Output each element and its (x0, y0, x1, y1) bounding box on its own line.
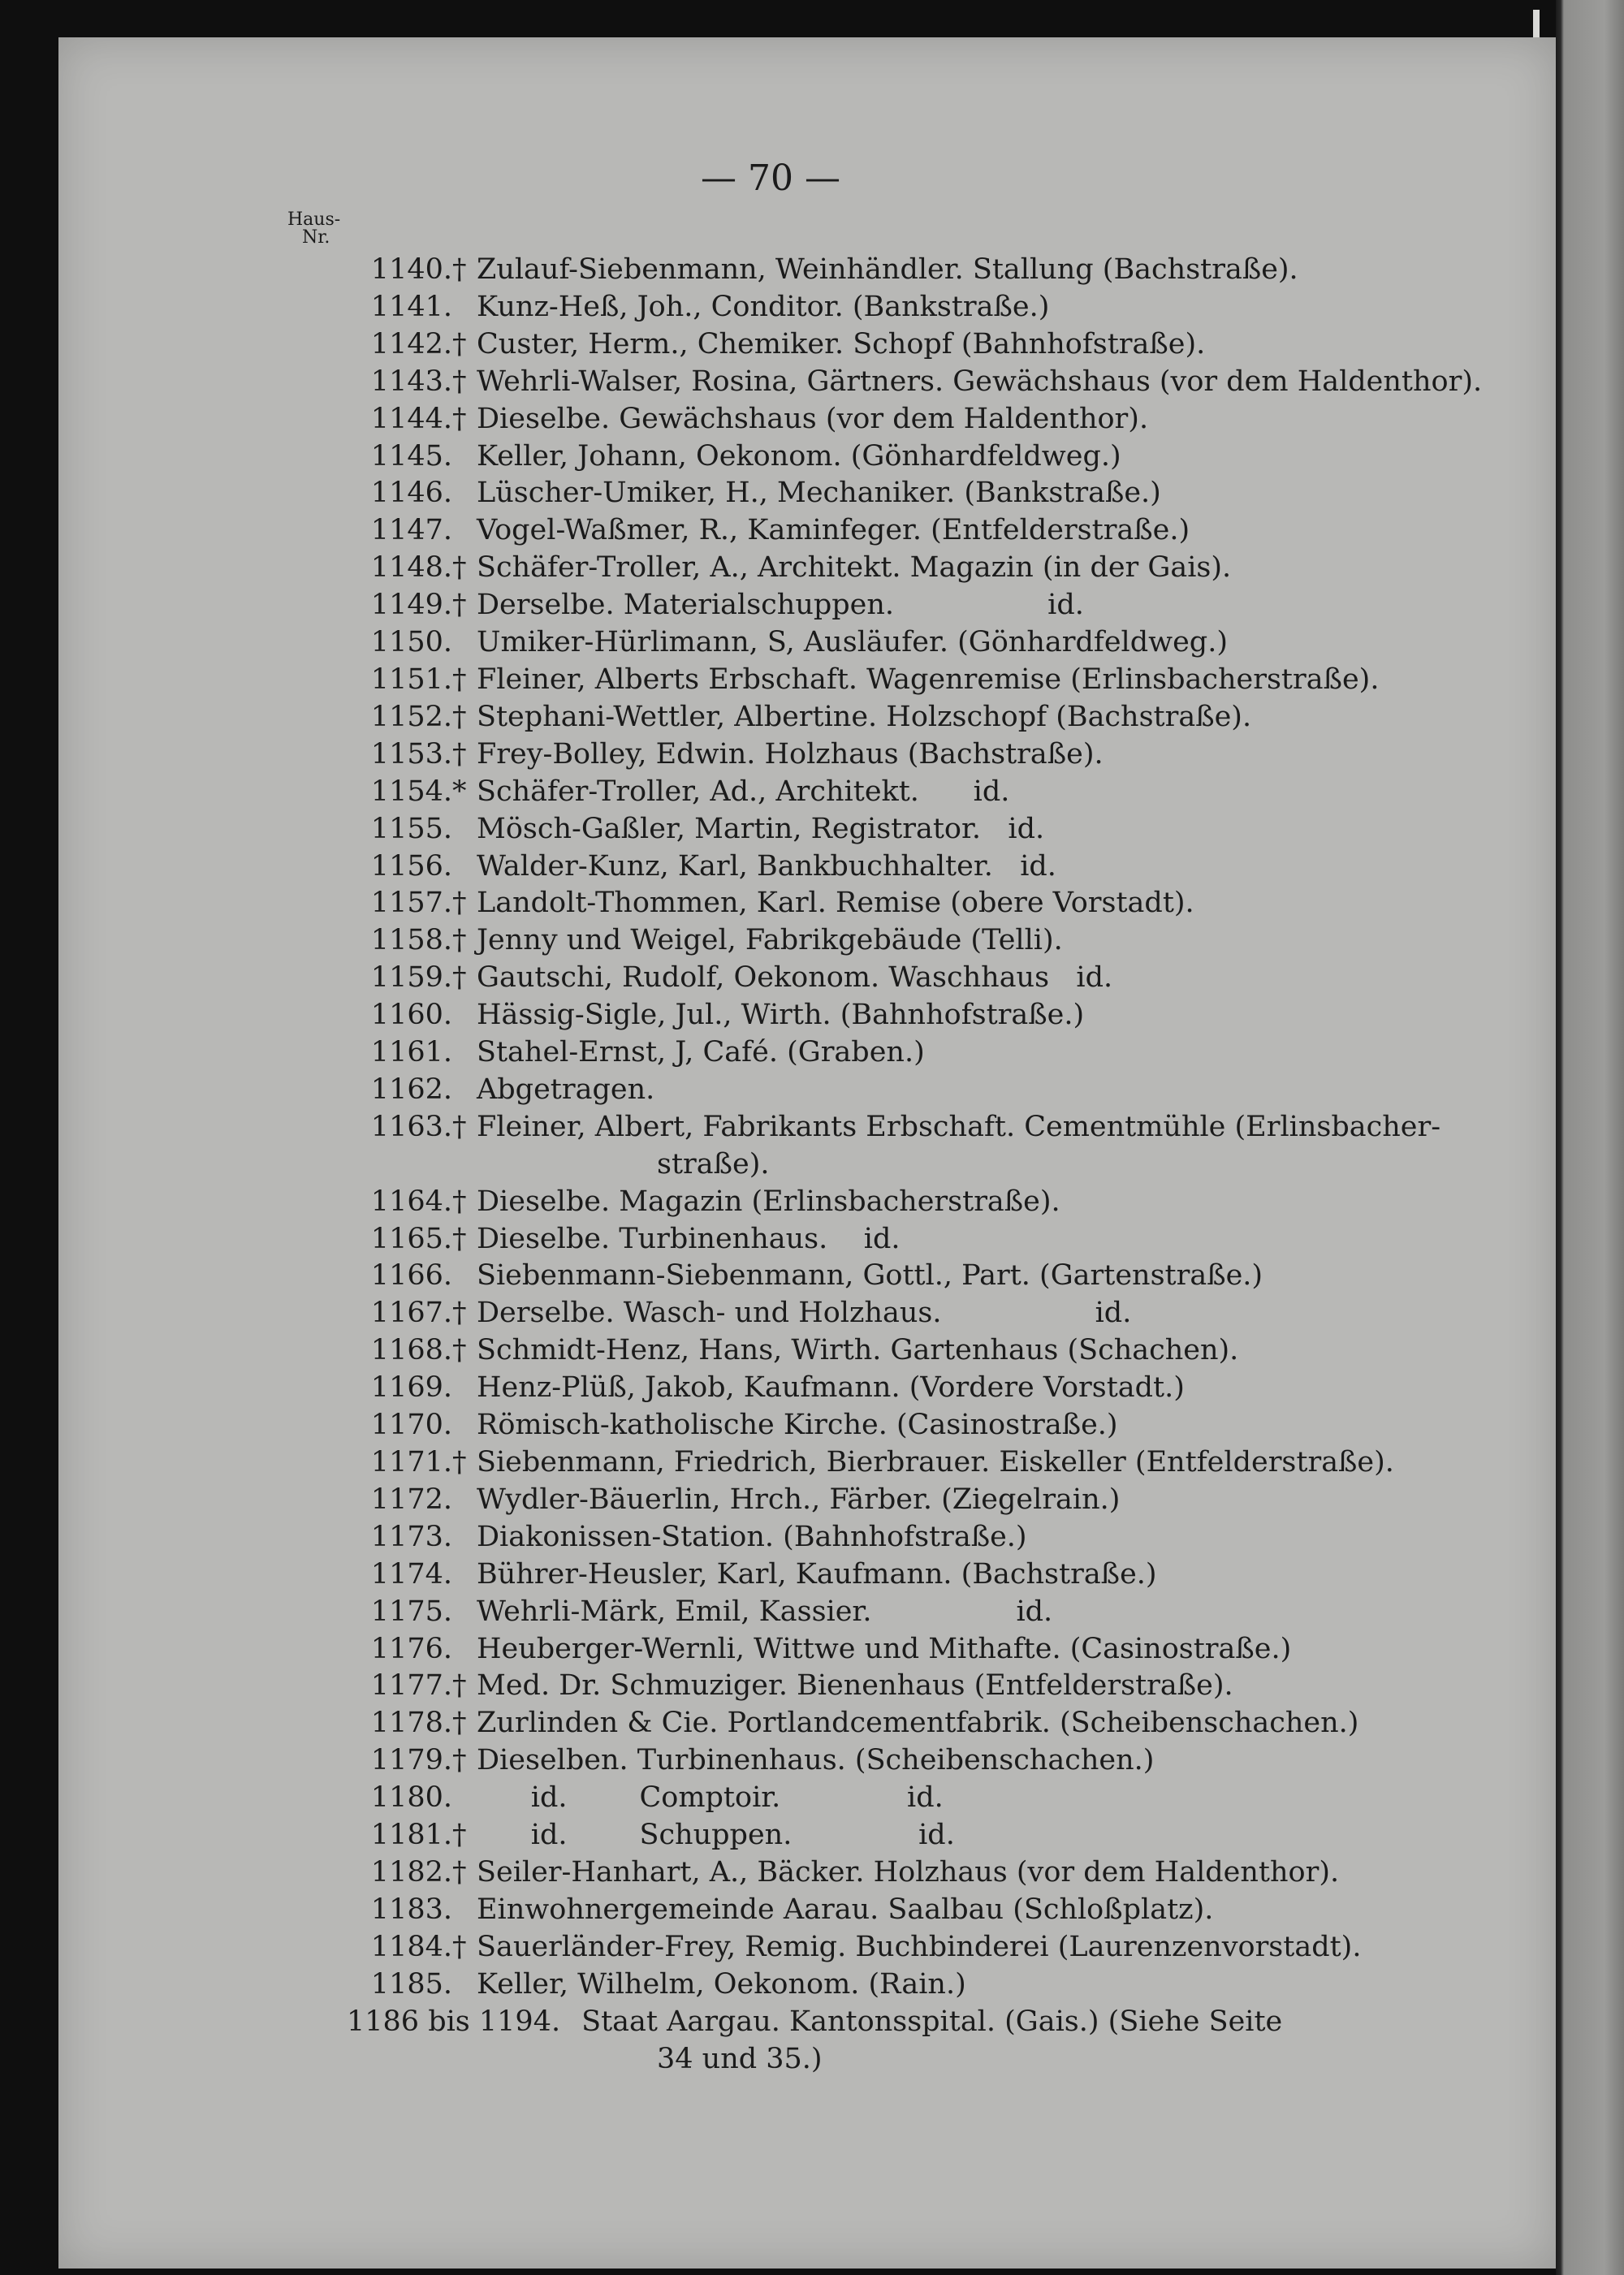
document-page (58, 37, 1556, 2269)
house-number: 1143. (370, 365, 452, 398)
page-number: — 70 — (701, 158, 840, 199)
entry-text: 34 und 35.) (657, 2042, 823, 2075)
list-item (347, 1370, 1484, 1407)
list-item (347, 1258, 1484, 1295)
entry-mark: † (452, 663, 467, 696)
house-number: 1144. (370, 402, 452, 435)
entry-text: Mösch-Gaßler, Martin, Registrator. id. (477, 812, 1045, 845)
list-item (347, 289, 1484, 326)
entry-text: Staat Aargau. Kantonsspital. (Gais.) (Siehe Seite (581, 2005, 1283, 2038)
list-item (347, 1892, 1484, 1929)
entry-mark: † (452, 1855, 467, 1889)
entry-text: Abgetragen. (477, 1073, 655, 1106)
entry-text: Diakonissen-Station. (Bahnhofstraße.) (477, 1520, 1027, 1553)
house-number: 1165. (370, 1222, 452, 1255)
house-number: 1163. (370, 1110, 452, 1143)
adjacent-page-edge (1556, 0, 1624, 2275)
entry-text: Dieselbe. Turbinenhaus. id. (477, 1222, 901, 1255)
entry-text: Jenny und Weigel, Fabrikgebäude (Telli). (477, 924, 1063, 957)
list-item (347, 1817, 1484, 1854)
entry-mark: † (452, 1222, 467, 1255)
entry-text: Fleiner, Alberts Erbschaft. Wagenremise (Erlinsbacherstraße). (477, 663, 1380, 696)
column-header-line-2: Nr. (302, 227, 330, 248)
entry-text: Walder-Kunz, Karl, Bankbuchhalter. id. (477, 849, 1056, 883)
entry-text: Keller, Johann, Oekonom. (Gönhardfeldweg.) (477, 439, 1121, 473)
list-item (347, 1034, 1484, 1072)
house-number: 1154. (370, 775, 452, 808)
scan-corner-mark (1533, 10, 1540, 39)
entry-text: Dieselbe. Gewächshaus (vor dem Haldenthor). (477, 402, 1149, 435)
entry-text: straße). (657, 1147, 770, 1181)
entry-mark: † (452, 700, 467, 733)
entry-text: Frey-Bolley, Edwin. Holzhaus (Bachstraße). (477, 737, 1104, 771)
house-number: 1146. (370, 477, 452, 510)
entry-text: Wehrli-Walser, Rosina, Gärtners. Gewächshaus (vor dem Haldenthor). (477, 365, 1483, 398)
entry-text: Derselbe. Wasch- und Holzhaus. id. (477, 1297, 1132, 1330)
entry-text: Lüscher-Umiker, H., Mechaniker. (Bankstraße.) (477, 477, 1161, 510)
entry-mark: † (452, 1185, 467, 1218)
house-number: 1142. (370, 327, 452, 360)
entry-text: Siebenmann-Siebenmann, Gottl., Part. (Gartenstraße.) (477, 1259, 1263, 1293)
entry-mark: † (452, 402, 467, 435)
list-item (347, 1072, 1484, 1109)
list-item (347, 512, 1484, 550)
list-item (347, 401, 1484, 438)
entry-mark: † (452, 589, 467, 622)
list-item (347, 960, 1484, 997)
list-item (347, 1556, 1484, 1594)
list-item (347, 1966, 1484, 2004)
list-item (347, 1184, 1484, 1221)
list-item (347, 848, 1484, 886)
entry-text: Zulauf-Siebenmann, Weinhändler. Stallung (Bachstraße). (477, 253, 1298, 286)
house-number: 1152. (370, 700, 452, 733)
house-number: 1153. (370, 737, 452, 771)
list-item (347, 885, 1484, 922)
list-item (347, 1929, 1484, 1966)
list-item (347, 624, 1484, 662)
list-item (347, 1705, 1484, 1742)
house-number: 1141. (370, 290, 452, 323)
entry-text: Wehrli-Märk, Emil, Kassier. id. (477, 1595, 1053, 1628)
list-item (347, 1668, 1484, 1705)
entry-text: Derselbe. Materialschuppen. id. (477, 589, 1084, 622)
entry-text: Siebenmann, Friedrich, Bierbrauer. Eiskeller (Entfelderstraße). (477, 1446, 1394, 1479)
list-item (347, 326, 1484, 364)
column-header-line-1: Haus- (287, 209, 341, 230)
entry-mark: † (452, 1110, 467, 1143)
list-item (347, 1780, 1484, 1817)
house-number: 1169. (370, 1371, 452, 1405)
list-item (347, 1407, 1484, 1444)
list-item (347, 1332, 1484, 1370)
house-register-list (347, 252, 1484, 2078)
house-number: 1148. (370, 551, 452, 585)
entry-text: Sauerländer-Frey, Remig. Buchbinderei (Laurenzenvorstadt). (477, 1930, 1362, 1963)
entry-text: Hässig-Sigle, Jul., Wirth. (Bahnhofstraße.) (477, 999, 1085, 1032)
entry-text: Henz-Plüß, Jakob, Kaufmann. (Vordere Vorstadt.) (477, 1371, 1185, 1405)
list-item (347, 1221, 1484, 1258)
list-item (347, 1295, 1484, 1332)
entry-mark: * (452, 775, 467, 808)
entry-text: Seiler-Hanhart, A., Bäcker. Holzhaus (vor dem Haldenthor). (477, 1855, 1340, 1889)
house-number: 1182. (370, 1855, 452, 1889)
house-number: 1150. (370, 626, 452, 659)
list-item (347, 922, 1484, 960)
list-item (347, 364, 1484, 401)
list-item (347, 736, 1484, 774)
house-number: 1167. (370, 1297, 452, 1330)
entry-mark: † (452, 1930, 467, 1963)
entry-text: Landolt-Thommen, Karl. Remise (obere Vorstadt). (477, 887, 1194, 920)
entry-text: Schäfer-Troller, Ad., Architekt. id. (477, 775, 1010, 808)
entry-mark: † (452, 961, 467, 995)
house-number: 1140. (370, 253, 452, 286)
house-number: 1160. (370, 999, 452, 1032)
entry-text: Gautschi, Rudolf, Oekonom. Waschhaus id. (477, 961, 1113, 995)
entry-text: Schäfer-Troller, A., Architekt. Magazin (in der Gais). (477, 551, 1232, 585)
list-item (347, 1742, 1484, 1780)
house-number: 1171. (370, 1446, 452, 1479)
list-item (347, 1854, 1484, 1892)
entry-mark: † (452, 327, 467, 360)
list-item (347, 587, 1484, 624)
house-number: 1186 bis 1194. (347, 2005, 561, 2038)
house-number: 1164. (370, 1185, 452, 1218)
entry-text: id. Comptoir. id. (477, 1781, 944, 1815)
house-number: 1161. (370, 1036, 452, 1069)
list-item (347, 662, 1484, 699)
entry-text: Umiker-Hürlimann, S, Ausläufer. (Gönhardfeldweg.) (477, 626, 1228, 659)
house-number: 1158. (370, 924, 452, 957)
entry-text: id. Schuppen. id. (477, 1819, 955, 1852)
house-number: 1147. (370, 514, 452, 547)
house-number: 1184. (370, 1930, 452, 1963)
entry-text: Stahel-Ernst, J, Café. (Graben.) (477, 1036, 925, 1069)
house-number: 1172. (370, 1483, 452, 1516)
house-number: 1173. (370, 1520, 452, 1553)
entry-text: Schmidt-Henz, Hans, Wirth. Gartenhaus (Schachen). (477, 1334, 1239, 1367)
entry-mark: † (452, 1446, 467, 1479)
entry-mark: † (452, 737, 467, 771)
entry-text: Vogel-Waßmer, R., Kaminfeger. (Entfelderstraße.) (477, 514, 1190, 547)
entry-text: Wydler-Bäuerlin, Hrch., Färber. (Ziegelrain.) (477, 1483, 1121, 1516)
house-number: 1157. (370, 887, 452, 920)
house-number: 1183. (370, 1893, 452, 1926)
house-number: 1151. (370, 663, 452, 696)
entry-text: Einwohnergemeinde Aarau. Saalbau (Schloßplatz). (477, 1893, 1214, 1926)
entry-text: Dieselben. Turbinenhaus. (Scheibenschachen.) (477, 1744, 1155, 1777)
list-item (347, 1594, 1484, 1631)
entry-text: Dieselbe. Magazin (Erlinsbacherstraße). (477, 1185, 1060, 1218)
house-number: 1176. (370, 1632, 452, 1665)
entry-mark: † (452, 551, 467, 585)
house-number: 1179. (370, 1744, 452, 1777)
entry-text: Med. Dr. Schmuziger. Bienenhaus (Entfelderstraße). (477, 1669, 1233, 1703)
list-item (347, 252, 1484, 289)
list-item-continuation (347, 1146, 1484, 1184)
house-number: 1174. (370, 1557, 452, 1591)
entry-mark: † (452, 1669, 467, 1703)
entry-text: Kunz-Heß, Joh., Conditor. (Bankstraße.) (477, 290, 1050, 323)
list-item (347, 699, 1484, 736)
list-item (347, 1482, 1484, 1519)
entry-mark: † (452, 1819, 467, 1852)
list-item (347, 811, 1484, 848)
house-number: 1159. (370, 961, 452, 995)
entry-text: Fleiner, Albert, Fabrikants Erbschaft. Cementmühle (Erlinsbacher- (477, 1110, 1441, 1143)
entry-text: Römisch-katholische Kirche. (Casinostraße.) (477, 1409, 1118, 1442)
list-item (347, 1519, 1484, 1556)
house-number: 1185. (370, 1967, 452, 2001)
house-number: 1145. (370, 439, 452, 473)
list-item (347, 475, 1484, 512)
house-number: 1175. (370, 1595, 452, 1628)
house-number: 1155. (370, 812, 452, 845)
house-number: 1180. (370, 1781, 452, 1815)
entry-text: Custer, Herm., Chemiker. Schopf (Bahnhofstraße). (477, 327, 1206, 360)
entry-mark: † (452, 1707, 467, 1740)
house-number: 1177. (370, 1669, 452, 1703)
list-item (347, 774, 1484, 811)
entry-text: Zurlinden & Cie. Portlandcementfabrik. (Scheibenschachen.) (477, 1707, 1359, 1740)
list-item (347, 1444, 1484, 1482)
list-item (347, 997, 1484, 1034)
entry-text: Heuberger-Wernli, Wittwe und Mithafte. (Casinostraße.) (477, 1632, 1292, 1665)
house-number: 1178. (370, 1707, 452, 1740)
entry-mark: † (452, 253, 467, 286)
entry-text: Bührer-Heusler, Karl, Kaufmann. (Bachstraße.) (477, 1557, 1157, 1591)
column-header-haus-nr (287, 211, 340, 247)
entry-text: Stephani-Wettler, Albertine. Holzschopf (Bachstraße). (477, 700, 1252, 733)
house-number: 1156. (370, 849, 452, 883)
list-item (347, 438, 1484, 476)
list-item (347, 550, 1484, 587)
house-number: 1166. (370, 1259, 452, 1293)
entry-mark: † (452, 1297, 467, 1330)
entry-mark: † (452, 887, 467, 920)
list-item (347, 2004, 1484, 2041)
house-number: 1170. (370, 1409, 452, 1442)
list-item-continuation (347, 2041, 1484, 2079)
house-number: 1162. (370, 1073, 452, 1106)
entry-mark: † (452, 1744, 467, 1777)
house-number: 1149. (370, 589, 452, 622)
house-number: 1168. (370, 1334, 452, 1367)
entry-mark: † (452, 365, 467, 398)
entry-text: Keller, Wilhelm, Oekonom. (Rain.) (477, 1967, 966, 2001)
list-item (347, 1631, 1484, 1668)
list-item (347, 1109, 1484, 1146)
entry-mark: † (452, 924, 467, 957)
entry-mark: † (452, 1334, 467, 1367)
house-number: 1181. (370, 1819, 452, 1852)
